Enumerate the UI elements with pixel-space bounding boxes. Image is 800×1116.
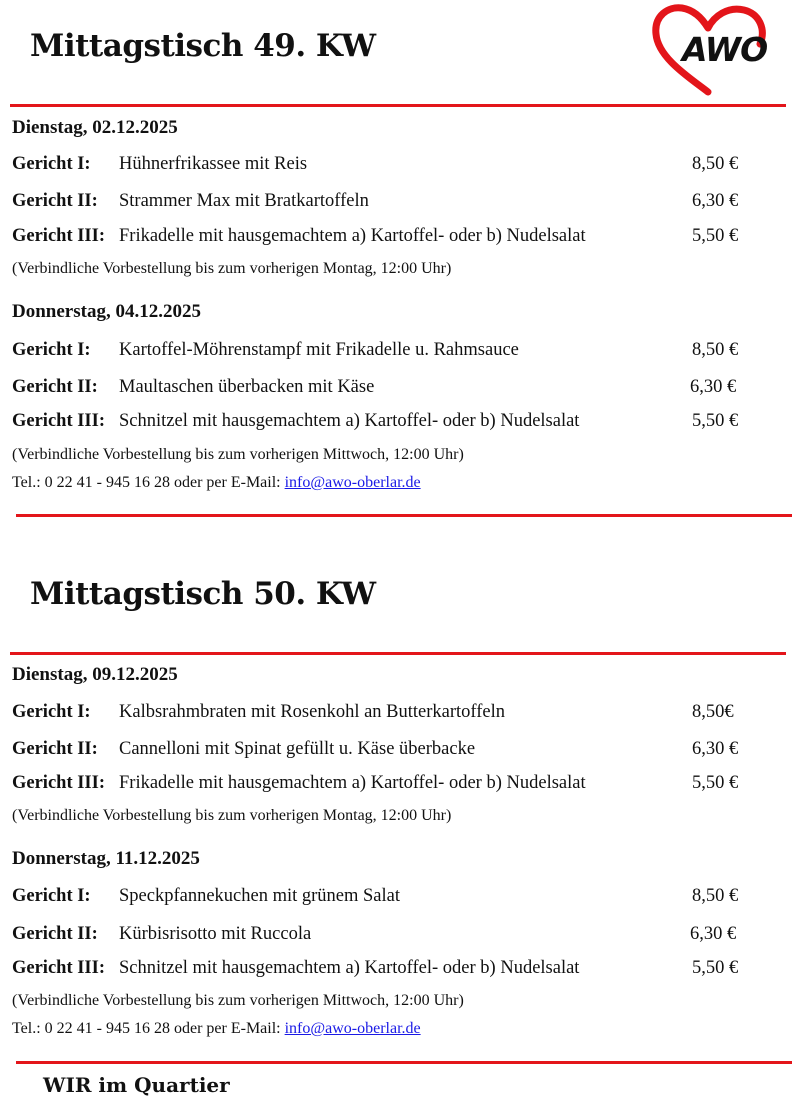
- divider: [16, 1061, 792, 1064]
- dish-price: 5,50 €: [692, 226, 739, 246]
- dish-label: Gericht I:: [12, 154, 91, 174]
- dish-name: Speckpfannekuchen mit grünem Salat: [119, 886, 401, 906]
- dish-label: Gericht I:: [12, 702, 91, 722]
- dish-label: Gericht I:: [12, 886, 91, 906]
- awo-logo-text: AWO: [682, 30, 768, 69]
- dish-price: 5,50 €: [692, 411, 739, 431]
- preorder-note: (Verbindliche Vorbestellung bis zum vorherigen Mittwoch, 12:00 Uhr): [12, 992, 464, 1009]
- email-link[interactable]: info@awo-oberlar.de: [284, 474, 421, 491]
- dish-name: Schnitzel mit hausgemachtem a) Kartoffel- oder b) Nudelsalat: [119, 958, 580, 978]
- week-49-title: Mittagstisch 49. KW: [30, 28, 376, 64]
- dish-name: Cannelloni mit Spinat gefüllt u. Käse überbacke: [119, 739, 476, 759]
- dish-price: 8,50€: [692, 702, 734, 722]
- dish-label: Gericht III:: [12, 958, 105, 978]
- dish-label: Gericht III:: [12, 226, 105, 246]
- dish-name: Kürbisrisotto mit Ruccola: [119, 924, 312, 944]
- dish-price: 6,30 €: [690, 377, 737, 397]
- dish-label: Gericht III:: [12, 773, 105, 793]
- dish-label: Gericht III:: [12, 411, 105, 431]
- preorder-note: (Verbindliche Vorbestellung bis zum vorherigen Montag, 12:00 Uhr): [12, 807, 452, 824]
- day-heading: Donnerstag, 11.12.2025: [12, 848, 200, 869]
- day-heading: Donnerstag, 04.12.2025: [12, 301, 201, 322]
- dish-label: Gericht II:: [12, 739, 98, 759]
- contact-phone: Tel.: 0 22 41 - 945 16 28 oder per E-Mail:: [12, 474, 285, 491]
- divider: [10, 652, 786, 655]
- contact-line: [12, 1020, 421, 1038]
- footer-text: WIR im Quartier: [43, 1073, 230, 1097]
- dish-price: 6,30 €: [690, 924, 737, 944]
- dish-name: Frikadelle mit hausgemachtem a) Kartoffel- oder b) Nudelsalat: [119, 226, 586, 246]
- dish-name: Maultaschen überbacken mit Käse: [119, 377, 375, 397]
- dish-price: 5,50 €: [692, 773, 739, 793]
- dish-price: 5,50 €: [692, 958, 739, 978]
- dish-label: Gericht II:: [12, 191, 98, 211]
- dish-name: Hühnerfrikassee mit Reis: [119, 154, 308, 174]
- dish-price: 8,50 €: [692, 154, 739, 174]
- dish-name: Kartoffel-Möhrenstampf mit Frikadelle u. Rahmsauce: [119, 340, 519, 360]
- dish-label: Gericht I:: [12, 340, 91, 360]
- divider: [10, 104, 786, 107]
- day-heading: Dienstag, 02.12.2025: [12, 117, 178, 138]
- dish-name: Kalbsrahmbraten mit Rosenkohl an Butterkartoffeln: [119, 702, 506, 722]
- contact-line: [12, 474, 421, 492]
- email-link[interactable]: info@awo-oberlar.de: [284, 1020, 421, 1037]
- divider: [16, 514, 792, 517]
- dish-name: Strammer Max mit Bratkartoffeln: [119, 191, 369, 211]
- dish-price: 6,30 €: [692, 739, 739, 759]
- week-50-title: Mittagstisch 50. KW: [30, 576, 376, 612]
- preorder-note: (Verbindliche Vorbestellung bis zum vorherigen Mittwoch, 12:00 Uhr): [12, 446, 464, 463]
- dish-label: Gericht II:: [12, 377, 98, 397]
- dish-name: Schnitzel mit hausgemachtem a) Kartoffel- oder b) Nudelsalat: [119, 411, 580, 431]
- contact-phone: Tel.: 0 22 41 - 945 16 28 oder per E-Mail:: [12, 1020, 285, 1037]
- dish-price: 8,50 €: [692, 340, 739, 360]
- preorder-note: (Verbindliche Vorbestellung bis zum vorherigen Montag, 12:00 Uhr): [12, 260, 452, 277]
- day-heading: Dienstag, 09.12.2025: [12, 664, 178, 685]
- dish-label: Gericht II:: [12, 924, 98, 944]
- dish-price: 6,30 €: [692, 191, 739, 211]
- dish-price: 8,50 €: [692, 886, 739, 906]
- dish-name: Frikadelle mit hausgemachtem a) Kartoffel- oder b) Nudelsalat: [119, 773, 586, 793]
